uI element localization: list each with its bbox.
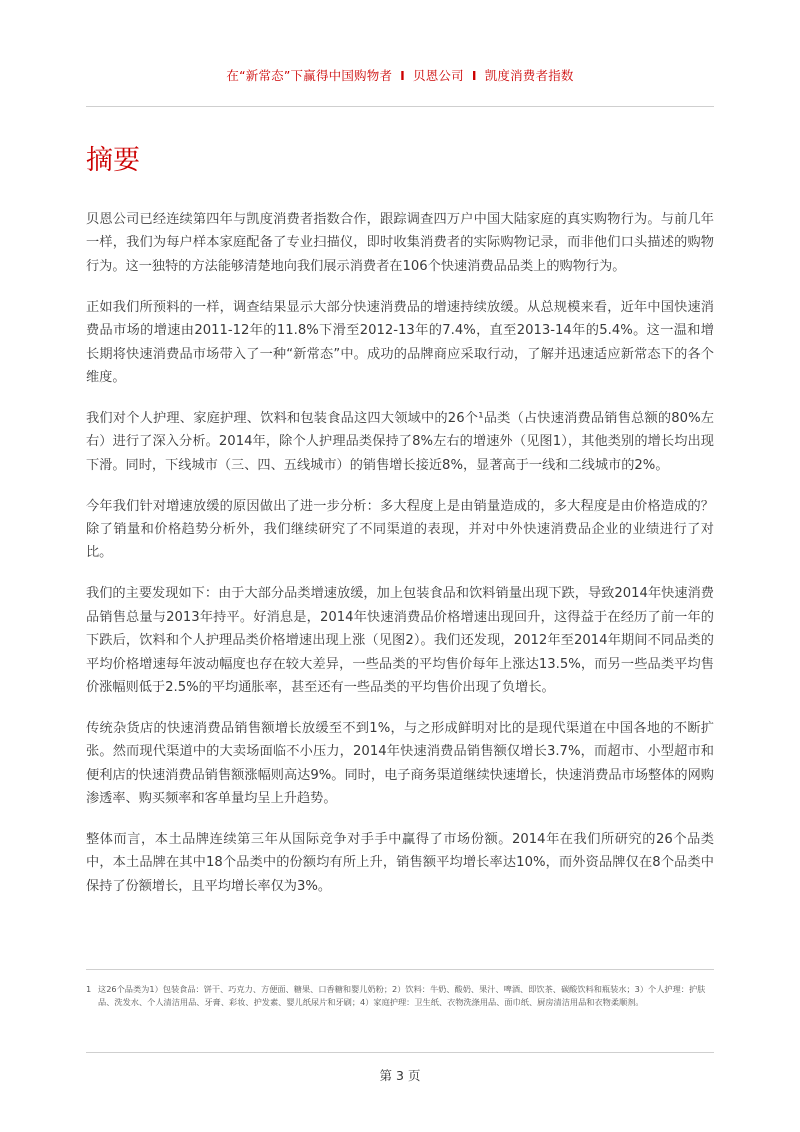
paragraph: 传统杂货店的快速消费品销售额增长放缓至不到1%，与之形成鲜明对比的是现代渠道在中国各地的不断扩张。然而现代渠道中的大卖场面临不小压力，2014年快速消费品销售额仅增长3.7%，而超市、小型超市和便利店的快速消费品销售额涨幅则高达9%。同时，电子商务渠道继续快速增长，快速消费品市场整体的网购渗透率、购买频率和客单量均呈上升趋势。 [86, 720, 714, 807]
paragraph: 贝恩公司已经连续第四年与凯度消费者指数合作，跟踪调查四万户中国大陆家庭的真实购物行为。与前几年一样，我们为每户样本家庭配备了专业扫描仪，即时收集消费者的实际购物记录，而非他们口头描述的购物行为。这一独特的方法能够清楚地向我们展示消费者在106个快速消费品品类上的购物行为。 [86, 212, 714, 274]
paragraph: 整体而言，本土品牌连续第三年从国际竞争对手手中赢得了市场份额。2014年在我们所研究的26个品类中，本土品牌在其中18个品类中的份额均有所上升，销售额平均增长率达10%，而外资品牌仅在8个品类中保持了份额增长，且平均增长率仅为3%。 [86, 831, 714, 894]
running-header [0, 66, 800, 84]
footnote-number: 1 [86, 984, 92, 994]
header-company: 贝恩公司 [413, 68, 464, 83]
paragraph: 我们的主要发现如下：由于大部分品类增速放缓，加上包装食品和饮料销量出现下跌，导致2014年快速消费品销售总量与2013年持平。好消息是，2014年快速消费品价格增速出现回升，这得益于在经历了前一年的下跌后，饮料和个人护理品类价格增速出现上涨（见图2）。我们还发现，2012年至2014年期间不同品类的平均价格增速每年波动幅度也存在较大差异，一些品类的平均售价每年上涨达13.5%，而另一些品类平均售价涨幅则低于2.5%的平均通胀率，甚至还有一些品类的平均售价出现了负增长。 [86, 586, 714, 695]
footnote-divider [86, 969, 714, 970]
header-separator: I [471, 68, 477, 83]
paragraph: 正如我们所预料的一样，调查结果显示大部分快速消费品的增速持续放缓。从总规模来看，近年中国快速消费品市场的增速由2011-12年的11.8%下滑至2012-13年的7.4%，直至2013-14年的5.4%。这一温和增长期将快速消费品市场带入了一种“新常态”中。成功的品牌商应采取行动，了解并迅速适应新常态下的各个维度。 [86, 299, 714, 385]
footer-divider [86, 1052, 714, 1053]
paragraph: 今年我们针对增速放缓的原因做出了进一步分析：多大程度上是由销量造成的，多大程度是由价格造成的？除了销量和价格趋势分析外，我们继续研究了不同渠道的表现，并对中外快速消费品企业的业绩进行了对比。 [86, 498, 714, 561]
footnote-text: 这26个品类为1）包装食品：饼干、巧克力、方便面、糖果、口香糖和婴儿奶粉；2）饮料：牛奶、酸奶、果汁、啤酒、即饮茶、碳酸饮料和瓶装水；3）个人护理：护肤品、洗发水、个人清洁用品、牙膏、彩妆、护发素、婴儿纸尿片和牙刷；4）家庭护理：卫生纸、衣物洗涤用品、面巾纸、厨房清洁用品和衣物柔顺剂。 [98, 984, 706, 1007]
page-title: 摘要 [86, 145, 140, 176]
header-report-title: 在“新常态”下赢得中国购物者 [226, 68, 393, 83]
footnote [86, 983, 714, 1009]
header-separator: I [400, 68, 406, 83]
header-divider [86, 106, 714, 107]
paragraph: 我们对个人护理、家庭护理、饮料和包装食品这四大领域中的26个¹品类（占快速消费品销售总额的80%左右）进行了深入分析。2014年，除个人护理品类保持了8%左右的增速外（见图1），其他类别的增长均出现下滑。同时，下线城市（三、四、五线城市）的销售增长接近8%，显著高于一线和二线城市的2%。 [86, 410, 714, 473]
body-text [86, 208, 714, 916]
page-number: 第 3 页 [379, 1068, 421, 1083]
header-partner: 凯度消费者指数 [484, 68, 574, 83]
